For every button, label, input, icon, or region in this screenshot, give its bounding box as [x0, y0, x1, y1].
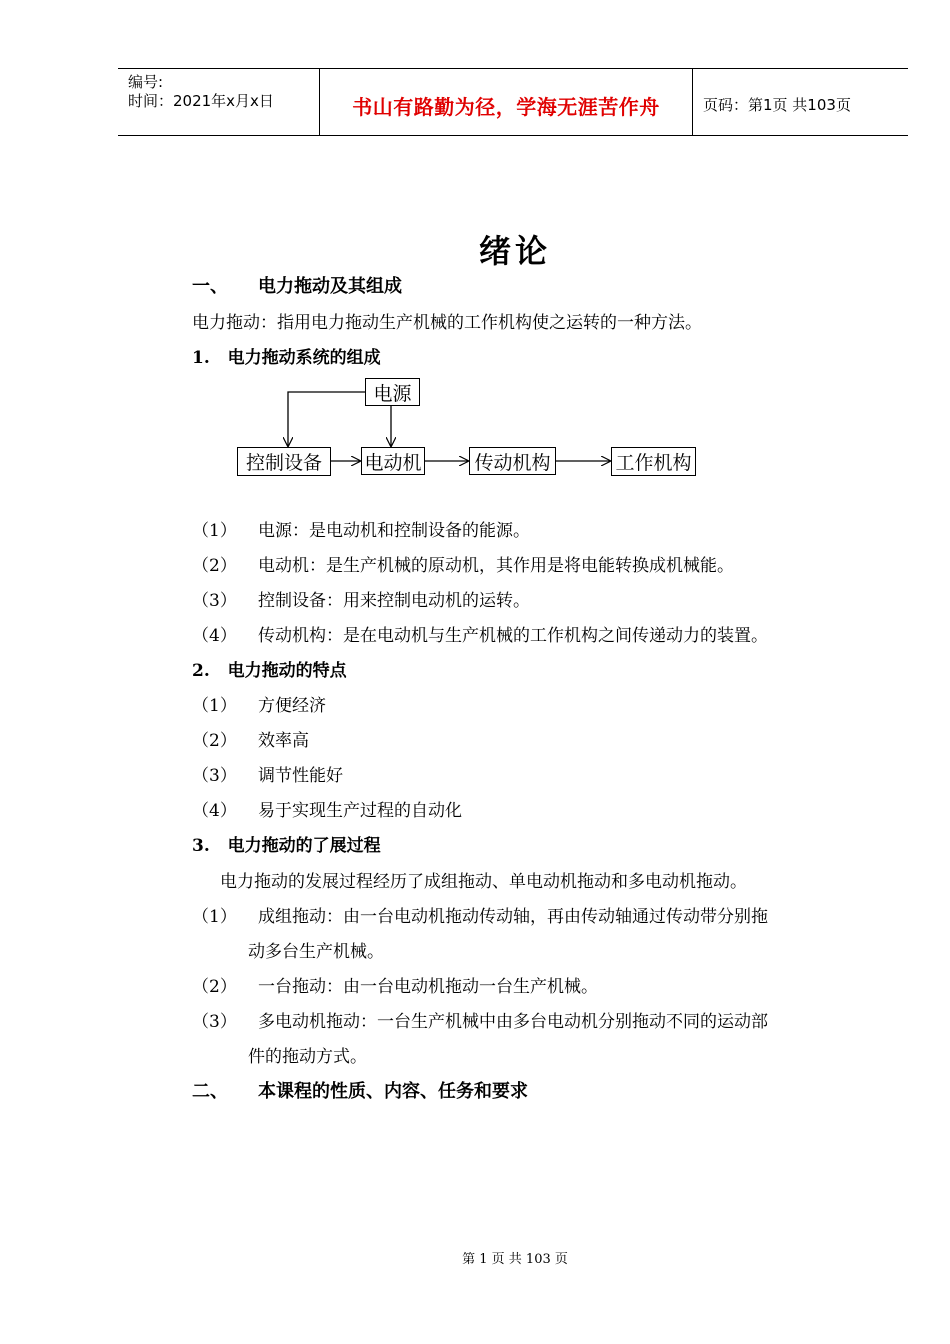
subsection-heading: 电力拖动的了展过程	[227, 836, 381, 856]
header-page-info: 页码：第1页 共103页	[703, 96, 851, 114]
paragraph: 电力拖动的发展过程经历了成组拖动、单电动机拖动和多电动机拖动。	[220, 872, 747, 892]
list-item-continuation: 件的拖动方式。	[248, 1047, 367, 1067]
list-item: （4） 易于实现生产过程的自动化	[192, 801, 462, 821]
subsection-number: 3.	[192, 836, 210, 856]
header-motto: 书山有路勤为径，学海无涯苦作舟	[352, 95, 660, 119]
section-2-marker: 二、	[192, 1081, 228, 1102]
diagram-connectors	[0, 0, 950, 520]
section-1-heading: 电力拖动及其组成	[258, 276, 402, 297]
subsection-number: 1.	[192, 348, 210, 368]
list-item: （2） 效率高	[192, 731, 309, 751]
subsection-heading: 电力拖动系统的组成	[227, 348, 381, 368]
list-item: （1） 方便经济	[192, 696, 326, 716]
list-item: （3） 调节性能好	[192, 766, 343, 786]
arrow-power-to-control	[288, 392, 365, 446]
list-item: （3） 多电动机拖动：一台生产机械中由多台电动机分别拖动不同的运动部	[192, 1012, 768, 1032]
section-1-marker: 一、	[192, 276, 228, 297]
list-item: （2） 电动机：是生产机械的原动机，其作用是将电能转换成机械能。	[192, 556, 734, 576]
diagram-box-work: 工作机构	[611, 447, 696, 476]
list-item: （2） 一台拖动：由一台电动机拖动一台生产机械。	[192, 977, 598, 997]
page-footer: 第 1 页 共 103 页	[462, 1252, 568, 1267]
subsection-heading: 电力拖动的特点	[227, 661, 347, 681]
list-item-continuation: 动多台生产机械。	[248, 942, 384, 962]
list-item: （3） 控制设备：用来控制电动机的运转。	[192, 591, 530, 611]
list-item: （1） 电源：是电动机和控制设备的能源。	[192, 521, 530, 541]
list-item: （4） 传动机构：是在电动机与生产机械的工作机构之间传递动力的装置。	[192, 626, 768, 646]
section-2-heading: 本课程的性质、内容、任务和要求	[258, 1081, 528, 1102]
page-title: 绪论	[478, 232, 551, 270]
definition-text: 电力拖动：指用电力拖动生产机械的工作机构使之运转的一种方法。	[192, 313, 702, 333]
diagram-box-transmission: 传动机构	[469, 447, 556, 475]
subsection-number: 2.	[192, 661, 210, 681]
list-item: （1） 成组拖动：由一台电动机拖动传动轴，再由传动轴通过传动带分别拖	[192, 907, 768, 927]
header-number-label: 编号:	[128, 73, 164, 91]
diagram-box-motor: 电动机	[361, 447, 425, 475]
diagram-box-control: 控制设备	[237, 447, 331, 476]
header-time-label: 时间：2021年x月x日	[128, 92, 274, 110]
diagram-box-power: 电源	[365, 378, 420, 406]
